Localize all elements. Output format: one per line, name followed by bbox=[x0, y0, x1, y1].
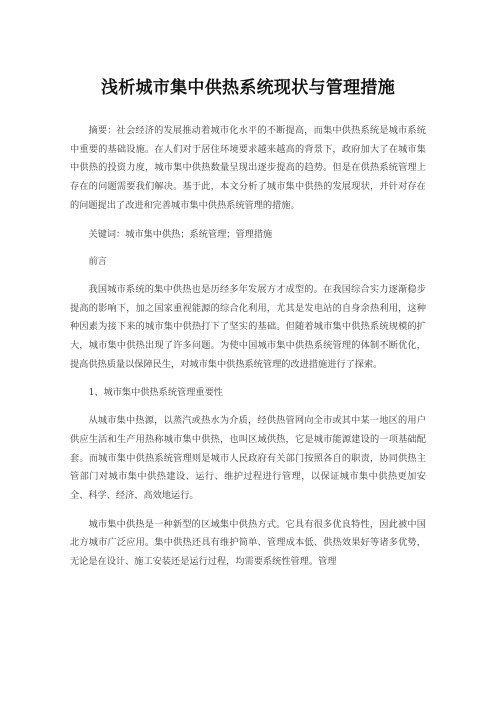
document-body bbox=[70, 122, 426, 582]
document-title: 浅析城市集中供热系统现状与管理措施 bbox=[100, 78, 396, 98]
abstract-paragraph: 摘要：社会经济的发展推动着城市化水平的不断提高，而集中供热系统是城市系统中重要的基础设施。在人们对于居住环境要求越来越高的背景下，政府加大了在城市集中供热的投资力度，城市集中供热数量呈现出逐步提高的趋势。但是在供热系统管理上存在的问题需要我们解决。基于此，本文分析了城市集中供热的发展现状，并针对存在的问题提出了改进和完善城市集中供热系统管理的措施。 bbox=[70, 125, 426, 211]
section-1-paragraph-2: 城市集中供热是一种新型的区域集中供热方式。它具有很多优良特性，因此被中国北方城市广泛应用。集中供热还具有维护简单、管理成本低、供热效果好等诸多优势，无论是在设计、施工安装还是运行过程，均需要系统性管理。管理 bbox=[70, 518, 426, 568]
preface-paragraph: 我国城市系统的集中供热也是历经多年发展方才成型的。在我国综合实力逐渐稳步提高的影响下，加之国家重视能源的综合化利用，尤其是发电站的自身余热利用，这种种因素为接下来的城市集中供热打下了坚实的基础。但随着城市集中供热系统规模的扩大，城市集中供热出现了许多问题。为使中国城市集中供热系统管理的体制不断优化，提高供热质量以保障民生，对城市集中供热系统管理的改进措施进行了探索。 bbox=[70, 283, 426, 370]
section-1-heading: 1、城市集中供热系统管理重要性 bbox=[88, 387, 223, 399]
section-1-paragraph-1: 从城市集中热源，以蒸汽或热水为介质，经供热管网向全市或其中某一地区的用户供应生活和生产用热称城市集中供热，也叫区域供热，它是城市能源建设的一项基础配套。而城市集中供热系统管理则是城市人民政府有关部门按照各自的职责，协同供热主管部门对城市集中供热建设、运行、维护过程进行管理，以保证城市集中供热更加安全、科学、经济、高效地运行。 bbox=[70, 415, 426, 501]
preface-heading: 前言 bbox=[88, 256, 107, 268]
keywords-line: 关键词：城市集中供热；系统管理；管理措施 bbox=[88, 228, 273, 240]
